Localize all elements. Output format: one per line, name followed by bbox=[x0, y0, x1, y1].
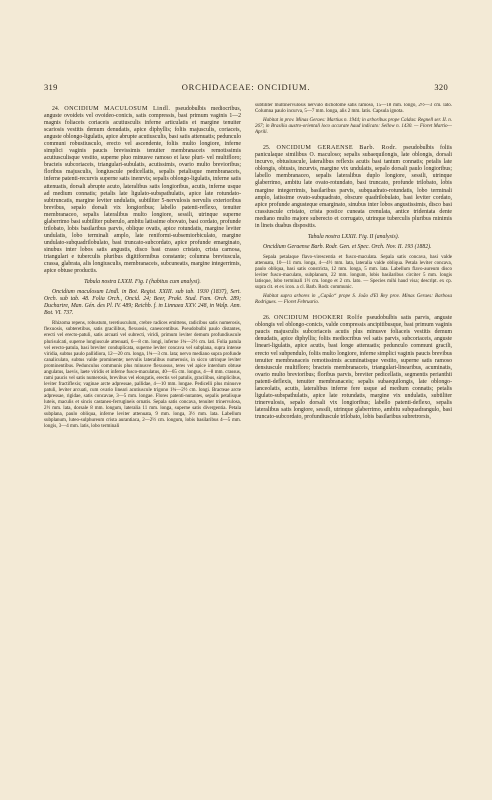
species-24-genus: ONCIDIUM bbox=[64, 105, 100, 112]
species-25-entry bbox=[255, 144, 452, 230]
species-25-description: pseudobulbis foliis paniculaque similibus O. maculoso; sepalis subaequilongis, late oblongis, dorsali incurvo, obtusiuscule, lateralibus reflexis acutis basi tantum connatis; petalis late oblongis, obtusis, incurvis, margine vix undulatis, sepalo dorsali paulo longioribus; labello membranaceo, sepalis lateralibus duplo longiore, sessili, utrinque glaberrimo, ambitu late ovato-rotundato, basi truncato, profunde trilobato, lobis margine integerrimis, basilaribus parvis, subquadrato-rotundatis, lobo terminali amplo, latissime ovato-subquadrato, obscure quadrilobulato, basi leviter cordato, apice profunde angusteque emarginato, sinubus inter lobos angustissimis, disco basi crassiuscule cristato, crista postice cuneata crenulata, antice tridentata dente mediano multo majore suberecto et corrugato, utrinque tuberculis pluribus minimis in lineis duabus dispositis. bbox=[255, 145, 452, 229]
running-header bbox=[44, 82, 448, 96]
species-25-genus: ONCIDIUM bbox=[276, 144, 312, 152]
species-26-entry bbox=[255, 314, 452, 421]
species-25-synonymy: Oncidium Geraense Barb. Rodr. Gen. et Spec. Orch. Nov. II. 193 (1882). bbox=[263, 243, 432, 250]
left-column bbox=[44, 103, 241, 753]
species-24-habitat: Habitat in prov. Minas Geraes: Martius n. 1944; in arboribus prope Caldas: Regnell ser. II. n. 267; in Brasilia austro-orientali loco accurate haud indicato: Sellow n. 1430. — Floret Martio—Aprili. bbox=[255, 118, 452, 136]
species-24-synonymy: Oncidium maculosum Lindl. in Bot. Regist. XXIII. sub tab. 1930 (1837), Sert. Orch. sub tab. 48. Folia Orch., Oncid. 24; Beer, Prakt. Stud. Fam. Orch. 289; Duchartre, Man. Gén. des Pl. IV. 489; Reichb. f. in Linnaea XXV. 248, in Walp. Ann. Bot. VI. 737. bbox=[44, 289, 241, 317]
species-24-detailed-description-continued: subtiliter multinervulosis nervulo dichotome satis ramoso, 15—18 mm. longo, 2½—3 cm. lato. Columna paulo incurva, 5—7 mm. longa, alis 2 mm. latis. Capsula ignota. bbox=[255, 103, 452, 115]
species-24-plate-reference: Tabula nostra LXXII. Fig. I (habitus cum analysi). bbox=[84, 279, 201, 286]
species-26-author: Rolfe bbox=[347, 314, 363, 322]
species-25-detailed-description: Sepala petalaque flavo-virescentia et fusco-maculata. Sepala satis concava, basi valde attenuata, 10—11 mm. longa, 4—4½ mm. lata, lateralia valde obliqua. Petala leviter concava, paulo obliqua, basi satis constricta, 12 mm. longa, 5 mm. lata. Labellum flavo-aureum disco leviter fusco-maculato, subplanum, 22 mm. longum, lobis basilaribus circiter 5 mm. longis latisque, lobo terminali 1½ cm. longo et 2 cm. lato. — Species mihi haud visa; descript. ex cp. supra cit. et ex icon. a cl. Barb. Rodr. communic. bbox=[255, 254, 452, 291]
species-24-epithet: MACULOSUM bbox=[104, 105, 148, 112]
species-24-description: pseudobulbis mediocribus, anguste ovoideis vel ovoideo-conicis, satis compressis, basi primum vaginis 1—2 magnis foliaceis coriaceis acutiusculis inferne articulatis et margine tenuiter scariosis vestitis demum denudatis, apice diphyllis; foliis majusculis, coriaceis, anguste oblongo-ligulatis, apice abrupte acutiusculis, basi satis attenuatis; pedunculo communi robustiusculo, erecto vel ascendente, foliis multo longiore, inferne simplici vaginis paucis brevissimis tenuiter membranaceis remotissimis acutiusculisque vestito, superne pluo minusve ramoso et laxe pluri- vel multifloro; bracteis subcoriaceis, triangulari-subulatis, acutissimis, ovario multo brevioribus; floribus majusculis, longiuscule pedicellatis, sepalis petalisque membranaceis, inferne patenti-recurvis superne satis inenrvis; sepalis oblongo-ligulatis, inferne satis attenuatis, dorsali abrupte acuto, lateralibus satis longioribus, acutis, inferne usque ad medium connatis; petalis late ligulato-subspathulatis, apice late rotundato-subtruncatis, margine leviter undulatis, subtiliter 5-nervulosis nervulis exterioribus brevibus, sepalo dorsali vix longioribus; labello patenti-reflexo, tenuiter membranaceo, sepalis lateralibus multo longiore, sessili, utrinque superne glaberrimo basi subtiliter puberulo, ambitu latissime obovato, basi cordato, profunde trilobato, lobis basilaribus parvis, oblique ovatis, apice rotundatis, margine leviter undulatis, lobo terminali amplo, late reniformi-subsemiorbiculato, margine undulato-subquadrilobulato, basi truncato-subcordato, apice profunde emarginato, sinubus inter lobos satis angustis, disco basi crasso cristato, crista carnosa, triangulari e tuberculis pluribus digitiformibus constante; columna breviuscula, crassa, glabrata, alis longiusculis, membranaceis, subcuneatis, margine integerrimis, apice obtuse productis. bbox=[44, 106, 241, 275]
species-26-genus: ONCIDIUM bbox=[274, 314, 309, 322]
species-25-number: 25. bbox=[263, 145, 271, 152]
running-title: ORCHIDACEAE: ONCIDIUM. bbox=[181, 82, 311, 92]
page-number-right: 320 bbox=[434, 82, 448, 92]
species-26-epithet: HOOKERI bbox=[312, 314, 344, 322]
species-26-number: 26. bbox=[263, 315, 271, 322]
species-25-plate-reference: Tabula nostra LXXII. Fig. II (analysis). bbox=[307, 233, 400, 240]
species-24-author: Lindl. bbox=[152, 105, 171, 112]
species-26-description: pseudobulbis satis parvis, anguste oblongis vel oblongo-conicis, valde compressis ancipitibusque, basi primum vaginis paucis majusculis subcoriaceis acutis plus minusve foliaceis vestitis demum denudatis, apice diphyllis; foliis mediocribus vel satis parvis, subcoriaceis, anguste lineari-ligulatis, apice acutis, basi longe attenuatis; pedunculo communi gracili, erecto vel subpendulo, foliis multo longiore, inferne simplici vaginis paucis brevibus tenuiter membranaceis remotissimis acuminatisque vestito, superne satis ramoso densiuscule multifloro; bracteis membranaceis, triangulari-linearibus, acuminatis, ovario multo brevioribus; floribus parvis, breviter pedicellatis, segmentis perianthii patenti-deflexis, tenuiter membranaceis; sepalis subaequilongis, late oblongo-lanceolatis, acutis, lateralibus inferne fere usque ad medium connatis; petalis ligulato-subspathulatis, apice late rotundatis, margine vix undulatis, subtiliter trinervulosis, sepalo dorsali vix longioribus; labello patenti-deflexo, sepalis lateralibus satis longiore, sessili, utrinque glaberrimo, ambitu subquadrangulo, basi truncato-subcordato, profundiuscule trilobato, lobis basilaribus subretrorsis, bbox=[255, 315, 452, 420]
species-25-author: Barb. Rodr. bbox=[359, 144, 398, 152]
species-24-entry bbox=[44, 105, 241, 275]
species-24-detailed-description: Rhizoma repens, robustum, teretiusculum, crebre radices emittens, radicibus satis numerosis, flexuosis, subteretibus, satis gracilibus, flexuosis, canescentibus. Pseudobulbi paulo distantes, erecti vel erecto-patuli, satis arcuati vel subrecti, viridi, primum leviter demum profundiuscule plurisulcati, superne longiuscule attenuati, 6—8 cm. longi, inferne 1¾—2½ cm. lati. Folia patula vel erecto-patula, basi breviter conduplicata, superne leviter concava vel subplana, supra intense viridia, subtus paulo pallidiora, 12—20 cm. longa, 1¾—3 cm. lata; nervo mediano supra profunde canaliculato, subtus valde prominente; nervulis lateralibus numerosis, in sicco utrinque leviter prominentibus. Pedunculus communis plus minusve flexuosus, teres vel apice interdum obtuse angulatus, laevis, laete viridis et inferne fusco-maculatus, 40—65 cm. longus, 4—8 mm. crassus, rami paucis vel satis numerosis, brevibus vel elongatis, erectis vel patulis, gracilibus, simplicibus, leviter fractiflexis; vaginae arcte adpressae, pallidae, 4—10 mm. longae. Pedicelli plus minusve patuli, leviter arcuati, cum ovario lineari acutiuscule trigono 1¾—2½ cm. longi. Bracteae arcte adpressae, rigidae, satis concavae, 3—5 mm. longae. Flores patenti-nutantes, sepalis petalisque luteis, maculis et sincis castaneo-ferrugineis ornatis. Sepala satis concava, tenuiter trinervulosa, 2½ mm. lata, dorsale 8 mm. longum, lateralia 11 mm. longa, superne satis divergentia. Petala subplana, paulo obliqua, inferne leviter attenuata, 9 mm. longa, 3½ mm. lata. Labellum subplanum, luteo-sulphureum crista aurantiaca, 2—2½ cm. longum, lobis basilaribus 4—5 mm. longis, 3—4 mm. latis, lobo terminali bbox=[44, 321, 241, 430]
species-24-number: 24. bbox=[52, 106, 60, 112]
page-number-left: 319 bbox=[44, 82, 58, 92]
species-25-epithet: GERAENSE bbox=[317, 144, 353, 152]
right-column bbox=[255, 103, 452, 753]
species-25-habitat: Habitat supra arbores in „Capão“ prope S. João d'El Rey prov. Minas Geraes: Barbosa Rodrigues. — Floret Februario. bbox=[255, 294, 452, 306]
